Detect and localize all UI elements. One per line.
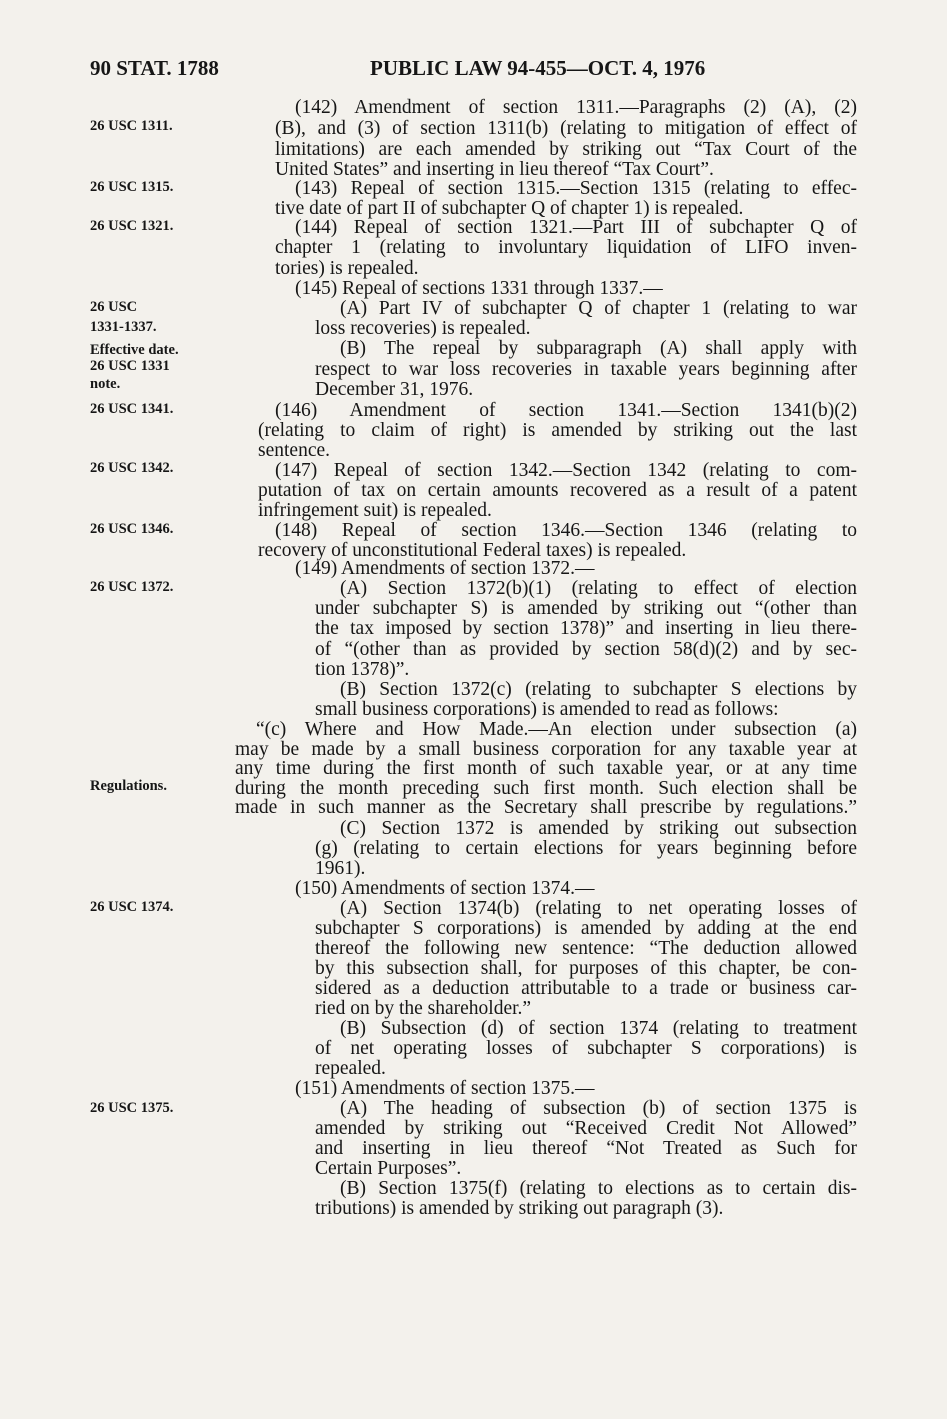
text-line: (142) Amendment of section 1311.—Paragraphs (2) (A), (2) — [295, 97, 857, 118]
text-line: tive date of part II of subchapter Q of chapter 1) is repealed. — [275, 198, 744, 219]
text-line: (C) Section 1372 is amended by striking out subsection — [340, 818, 857, 839]
text-line: (151) Amendments of section 1375.— — [295, 1078, 595, 1099]
running-header: PUBLIC LAW 94-455—OCT. 4, 1976 — [370, 56, 706, 80]
text-line: (146) Amendment of section 1341.—Section 1341(b)(2) — [275, 400, 857, 421]
margin-note: 26 USC 1374. — [90, 899, 174, 915]
text-line: (A) Section 1372(b)(1) (relating to effect of election — [340, 578, 857, 599]
text-line: United States” and inserting in lieu thereof “Tax Court”. — [275, 159, 714, 180]
text-line: “(c) Where and How Made.—An election under subsection (a) — [256, 719, 857, 740]
text-line: during the month preceding such first month. Such election shall be — [235, 778, 857, 799]
text-line: 1961). — [315, 858, 366, 879]
text-line: tories) is repealed. — [275, 258, 419, 279]
text-line: December 31, 1976. — [315, 379, 474, 400]
text-line: subchapter S corporations) is amended by adding at the end — [315, 918, 857, 939]
text-line: sentence. — [258, 440, 331, 461]
text-line: (A) Part IV of subchapter Q of chapter 1 (relating to war — [340, 298, 857, 319]
text-line: thereof the following new sentence: “The deduction allowed — [315, 938, 857, 959]
text-line: and inserting in lieu thereof “Not Treated as Such for — [315, 1138, 857, 1159]
text-line: of “(other than as provided by section 58(d)(2) and by sec- — [315, 639, 857, 660]
text-line: (A) The heading of subsection (b) of section 1375 is — [340, 1098, 857, 1119]
margin-note: 26 USC 1375. — [90, 1100, 174, 1116]
margin-note: 26 USC 1342. — [90, 460, 174, 476]
text-line: (relating to claim of right) is amended by striking out the last — [258, 420, 857, 441]
text-line: (147) Repeal of section 1342.—Section 1342 (relating to com- — [275, 460, 857, 481]
text-line: respect to war loss recoveries in taxable years beginning after — [315, 359, 857, 380]
text-line: (149) Amendments of section 1372.— — [295, 558, 595, 579]
text-line: of net operating losses of subchapter S corporations) is — [315, 1038, 857, 1059]
text-line: putation of tax on certain amounts recovered as a result of a patent — [258, 480, 857, 501]
text-line: repealed. — [315, 1058, 386, 1079]
margin-note: 26 USC 1311. — [90, 118, 173, 134]
text-line: Certain Purposes”. — [315, 1158, 462, 1179]
text-line: (148) Repeal of section 1346.—Section 1346 (relating to — [275, 520, 857, 541]
text-line: (B) The repeal by subparagraph (A) shall apply with — [340, 338, 857, 359]
margin-note: 26 USC 1315. — [90, 179, 174, 195]
margin-note: 1331-1337. — [90, 319, 157, 335]
margin-note: 26 USC 1372. — [90, 579, 174, 595]
text-line: (B) Subsection (d) of section 1374 (relating to treatment — [340, 1018, 857, 1039]
text-line: may be made by a small business corporation for any taxable year at — [235, 739, 857, 760]
margin-note: note. — [90, 376, 121, 392]
text-line: the tax imposed by section 1378)” and inserting in lieu there- — [315, 618, 857, 639]
margin-note: 26 USC 1321. — [90, 218, 174, 234]
text-line: amended by striking out “Received Credit Not Allowed” — [315, 1118, 857, 1139]
text-line: tion 1378)”. — [315, 659, 410, 680]
text-line: small business corporations) is amended to read as follows: — [315, 699, 779, 720]
text-line: (144) Repeal of section 1321.—Part III of subchapter Q of — [295, 217, 857, 238]
margin-note: 26 USC 1341. — [90, 401, 174, 417]
margin-note: Effective date. — [90, 342, 179, 358]
text-line: (B) Section 1375(f) (relating to elections as to certain dis- — [340, 1178, 857, 1199]
margin-note: Regulations. — [90, 778, 167, 794]
text-line: tributions) is amended by striking out paragraph (3). — [315, 1198, 724, 1219]
text-line: any time during the first month of such taxable year, or at any time — [235, 758, 857, 779]
text-line: (150) Amendments of section 1374.— — [295, 878, 595, 899]
text-line: under subchapter S) is amended by striking out “(other than — [315, 598, 857, 619]
text-line: sidered as a deduction attributable to a trade or business car- — [315, 978, 857, 999]
text-line: by this subsection shall, for purposes of this chapter, be con- — [315, 958, 857, 979]
margin-note: 26 USC 1331 — [90, 358, 170, 374]
text-line: recovery of unconstitutional Federal taxes) is repealed. — [258, 540, 687, 561]
text-line: infringement suit) is repealed. — [258, 500, 492, 521]
text-line: (g) (relating to certain elections for years beginning before — [315, 838, 857, 859]
margin-note: 26 USC — [90, 299, 138, 315]
text-line: (A) Section 1374(b) (relating to net operating losses of — [340, 898, 857, 919]
text-line: (145) Repeal of sections 1331 through 1337.— — [295, 278, 663, 299]
margin-note: 26 USC 1346. — [90, 521, 174, 537]
statute-page-reference: 90 STAT. 1788 — [90, 56, 219, 80]
text-line: loss recoveries) is repealed. — [315, 318, 531, 339]
text-line: (143) Repeal of section 1315.—Section 1315 (relating to effec- — [295, 178, 857, 199]
text-line: made in such manner as the Secretary shall prescribe by regulations.” — [235, 797, 857, 818]
text-line: (B), and (3) of section 1311(b) (relating to mitigation of effect of — [275, 118, 857, 139]
text-line: ried on by the shareholder.” — [315, 998, 532, 1019]
text-line: (B) Section 1372(c) (relating to subchapter S elections by — [340, 679, 857, 700]
text-line: chapter 1 (relating to involuntary liquidation of LIFO inven- — [275, 237, 857, 258]
text-line: limitations) are each amended by striking out “Tax Court of the — [275, 139, 857, 160]
